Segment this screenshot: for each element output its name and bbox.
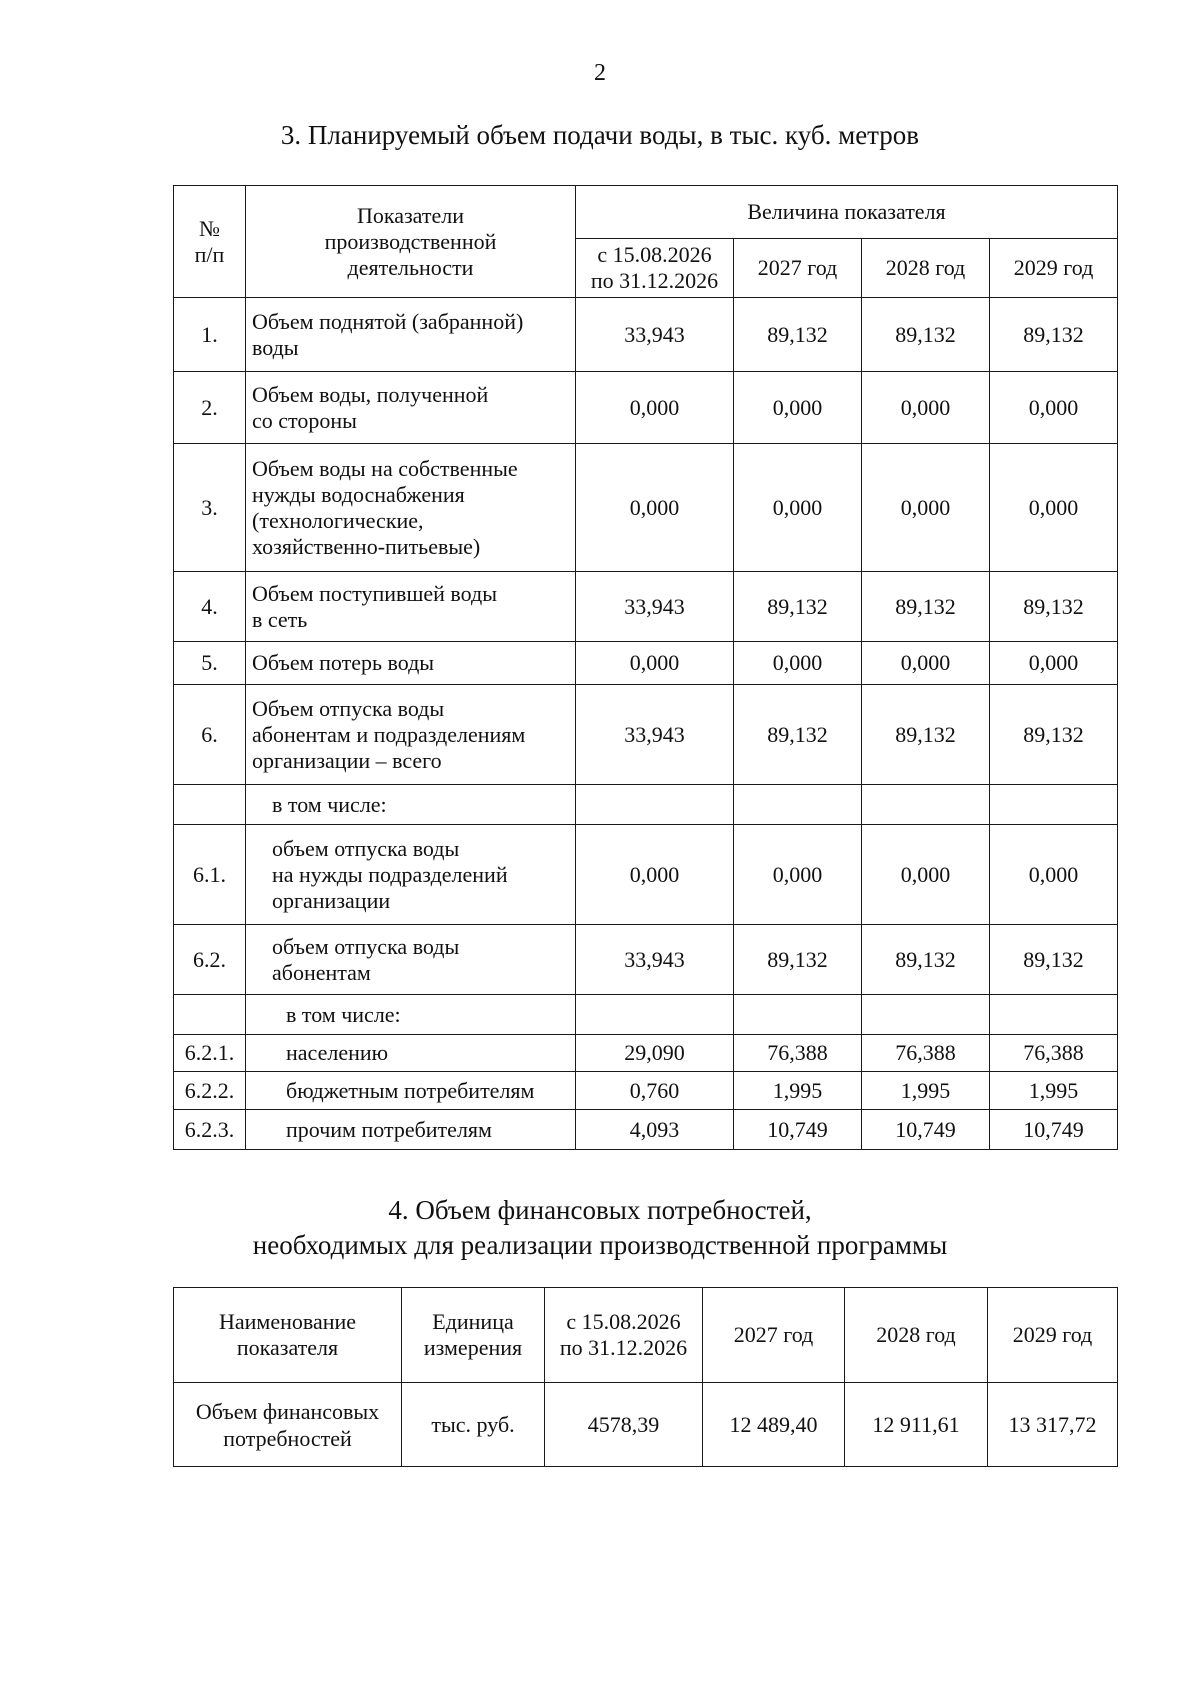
fin-cell: 12 489,40 <box>703 1383 845 1467</box>
fin-header-cell: с 15.08.2026 по 31.12.2026 <box>545 1288 703 1383</box>
row-value: 89,132 <box>862 685 990 785</box>
row-number <box>174 995 246 1035</box>
table-row <box>174 298 1118 372</box>
fin-header-cell: Наименование показателя <box>174 1288 402 1383</box>
row-value: 89,132 <box>734 572 862 642</box>
table-row <box>174 1072 1118 1110</box>
header-indicators: Показатели производственной деятельности <box>246 186 576 298</box>
row-value <box>576 995 734 1035</box>
row-value <box>576 785 734 825</box>
row-value: 89,132 <box>734 298 862 372</box>
row-value <box>990 785 1118 825</box>
row-label: Объем отпуска воды абонентам и подразделениям организации – всего <box>246 685 576 785</box>
row-value: 10,749 <box>990 1110 1118 1150</box>
row-value: 0,000 <box>990 372 1118 444</box>
table-row <box>174 995 1118 1035</box>
row-value: 89,132 <box>734 925 862 995</box>
row-number: 1. <box>174 298 246 372</box>
row-value: 89,132 <box>862 298 990 372</box>
row-value: 0,000 <box>576 825 734 925</box>
row-value: 33,943 <box>576 925 734 995</box>
row-number: 6.1. <box>174 825 246 925</box>
row-label: в том числе: <box>246 785 576 825</box>
financial-needs-table <box>173 1287 1118 1467</box>
row-label: Объем воды, полученной со стороны <box>246 372 576 444</box>
table-row <box>174 642 1118 685</box>
row-value: 76,388 <box>734 1035 862 1072</box>
row-value: 0,760 <box>576 1072 734 1110</box>
header-num: № п/п <box>174 186 246 298</box>
table-row <box>174 1035 1118 1072</box>
row-value <box>862 995 990 1035</box>
row-value: 0,000 <box>862 642 990 685</box>
page-number: 2 <box>594 60 606 86</box>
row-label: бюджетным потребителям <box>246 1072 576 1110</box>
row-label: Объем поступившей воды в сеть <box>246 572 576 642</box>
row-value: 89,132 <box>990 298 1118 372</box>
row-number: 2. <box>174 372 246 444</box>
row-value: 0,000 <box>576 444 734 572</box>
row-value: 76,388 <box>862 1035 990 1072</box>
fin-header-cell: 2029 год <box>988 1288 1118 1383</box>
row-value: 0,000 <box>734 372 862 444</box>
row-label: населению <box>246 1035 576 1072</box>
row-number: 6.2.3. <box>174 1110 246 1150</box>
row-label: Объем потерь воды <box>246 642 576 685</box>
row-number <box>174 785 246 825</box>
table-row <box>174 785 1118 825</box>
row-value: 0,000 <box>862 444 990 572</box>
row-number: 3. <box>174 444 246 572</box>
row-value: 0,000 <box>990 444 1118 572</box>
row-value <box>734 785 862 825</box>
row-number: 6. <box>174 685 246 785</box>
section-3-title: 3. Планируемый объем подачи воды, в тыс. куб. метров <box>280 120 920 150</box>
header-value-group: Величина показателя <box>576 186 1118 239</box>
row-label: Объем поднятой (забранной) воды <box>246 298 576 372</box>
table-row <box>174 372 1118 444</box>
fin-cell: тыс. руб. <box>402 1383 545 1467</box>
row-value: 1,995 <box>990 1072 1118 1110</box>
row-value: 76,388 <box>990 1035 1118 1072</box>
fin-cell: Объем финансовых потребностей <box>174 1383 402 1467</box>
fin-header-cell: 2027 год <box>703 1288 845 1383</box>
row-value: 89,132 <box>734 685 862 785</box>
row-value: 1,995 <box>862 1072 990 1110</box>
table-row <box>174 444 1118 572</box>
row-number: 6.2.1. <box>174 1035 246 1072</box>
row-label: Объем воды на собственные нужды водоснабжения (технологические, хозяйственно-питьевые) <box>246 444 576 572</box>
row-value: 33,943 <box>576 685 734 785</box>
row-label: в том числе: <box>246 995 576 1035</box>
section-4-title: 4. Объем финансовых потребностей, необходимых для реализации производственной программы <box>252 1195 948 1260</box>
table-row <box>174 825 1118 925</box>
row-value: 0,000 <box>990 642 1118 685</box>
row-value: 89,132 <box>862 925 990 995</box>
table-row <box>174 925 1118 995</box>
row-value: 0,000 <box>734 825 862 925</box>
header-period-2029: 2029 год <box>990 239 1118 298</box>
row-value: 89,132 <box>990 925 1118 995</box>
fin-header-cell: Единица измерения <box>402 1288 545 1383</box>
row-value: 89,132 <box>990 572 1118 642</box>
row-value: 0,000 <box>990 825 1118 925</box>
fin-header-cell: 2028 год <box>845 1288 988 1383</box>
row-value <box>862 785 990 825</box>
header-period-2026: с 15.08.2026 по 31.12.2026 <box>576 239 734 298</box>
row-value: 0,000 <box>576 642 734 685</box>
row-value: 89,132 <box>990 685 1118 785</box>
row-value <box>990 995 1118 1035</box>
row-number: 6.2. <box>174 925 246 995</box>
fin-cell: 4578,39 <box>545 1383 703 1467</box>
table-row <box>174 1110 1118 1150</box>
row-number: 4. <box>174 572 246 642</box>
row-value: 29,090 <box>576 1035 734 1072</box>
row-value: 33,943 <box>576 572 734 642</box>
row-value: 33,943 <box>576 298 734 372</box>
row-value: 0,000 <box>576 372 734 444</box>
table-row <box>174 685 1118 785</box>
row-label: прочим потребителям <box>246 1110 576 1150</box>
row-number: 5. <box>174 642 246 685</box>
row-value: 0,000 <box>734 444 862 572</box>
header-period-2028: 2028 год <box>862 239 990 298</box>
row-label: объем отпуска воды абонентам <box>246 925 576 995</box>
table-row <box>174 1383 1118 1467</box>
row-label: объем отпуска воды на нужды подразделений организации <box>246 825 576 925</box>
row-value: 0,000 <box>862 372 990 444</box>
row-number: 6.2.2. <box>174 1072 246 1110</box>
row-value <box>734 995 862 1035</box>
header-period-2027: 2027 год <box>734 239 862 298</box>
fin-cell: 12 911,61 <box>845 1383 988 1467</box>
row-value: 89,132 <box>862 572 990 642</box>
row-value: 0,000 <box>862 825 990 925</box>
table-row <box>174 572 1118 642</box>
water-supply-table <box>173 185 1118 1150</box>
row-value: 10,749 <box>862 1110 990 1150</box>
row-value: 0,000 <box>734 642 862 685</box>
row-value: 10,749 <box>734 1110 862 1150</box>
fin-cell: 13 317,72 <box>988 1383 1118 1467</box>
row-value: 4,093 <box>576 1110 734 1150</box>
row-value: 1,995 <box>734 1072 862 1110</box>
